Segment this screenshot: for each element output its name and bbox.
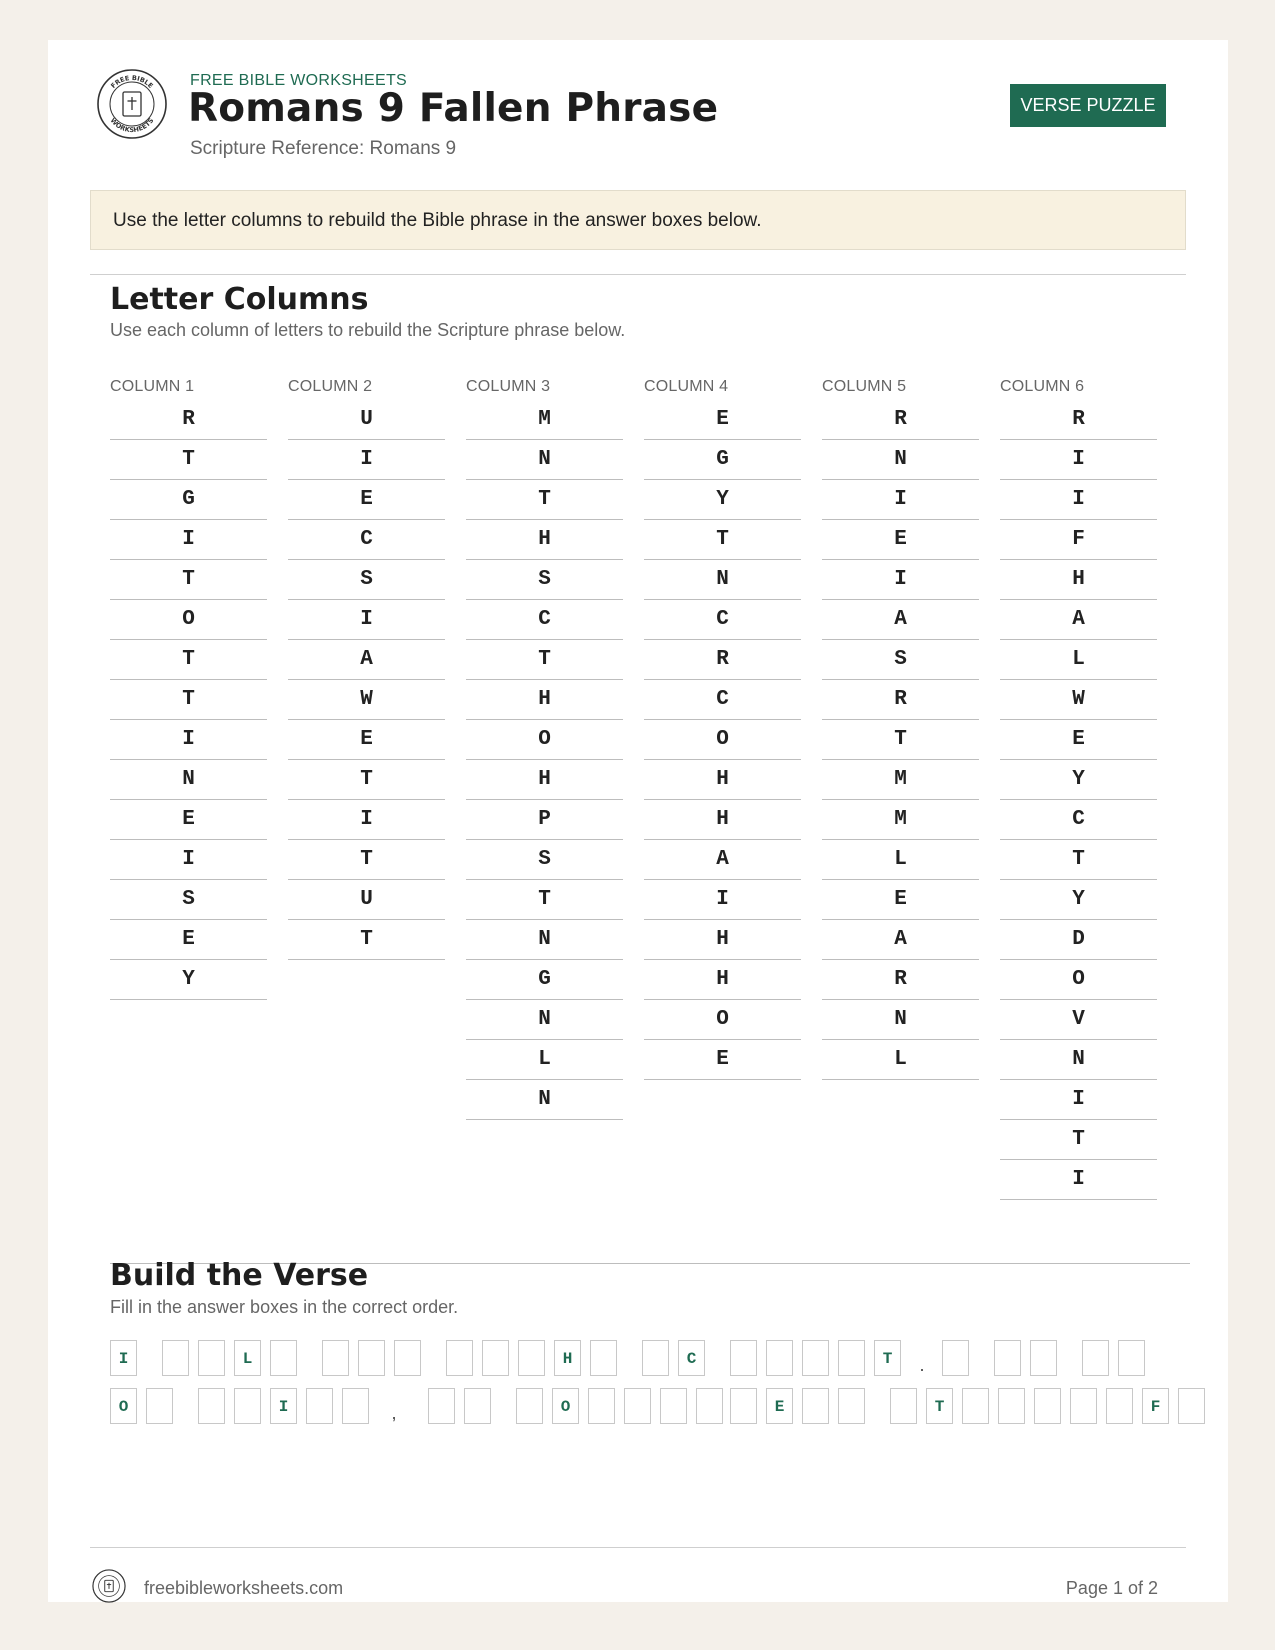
answer-box[interactable] [588, 1388, 615, 1424]
column-letter: S [822, 640, 979, 680]
column-letter: C [644, 600, 801, 640]
column-letter: N [466, 1080, 623, 1120]
column-letter: S [466, 840, 623, 880]
answer-row-2 [110, 1388, 1190, 1426]
column-letter: T [1000, 840, 1157, 880]
column-letter: H [466, 760, 623, 800]
answer-box[interactable]: C [678, 1340, 705, 1376]
column-letter: T [466, 480, 623, 520]
column-letter: U [288, 400, 445, 440]
answer-box[interactable] [270, 1340, 297, 1376]
answer-box[interactable] [234, 1388, 261, 1424]
answer-box[interactable] [998, 1388, 1025, 1424]
column-letter: E [822, 520, 979, 560]
answer-box[interactable] [1082, 1340, 1109, 1376]
scripture-reference: Scripture Reference: Romans 9 [190, 138, 457, 159]
column-letter: Y [1000, 880, 1157, 920]
answer-box[interactable] [660, 1388, 687, 1424]
answer-row-1 [110, 1340, 1190, 1378]
column-letter: E [644, 400, 801, 440]
column-letter: T [288, 760, 445, 800]
column-letter: P [466, 800, 623, 840]
answer-box[interactable] [994, 1340, 1021, 1376]
column-letter: S [288, 560, 445, 600]
column-letter: T [466, 880, 623, 920]
column-letter: L [822, 840, 979, 880]
column-letter: C [644, 680, 801, 720]
answer-box[interactable] [890, 1388, 917, 1424]
column-letter: N [644, 560, 801, 600]
answer-box[interactable]: H [554, 1340, 581, 1376]
answer-box[interactable]: T [874, 1340, 901, 1376]
answer-box[interactable] [146, 1388, 173, 1424]
column-letter: N [822, 1000, 979, 1040]
footer-site: freebibleworksheets.com [144, 1578, 344, 1598]
column-letter: A [1000, 600, 1157, 640]
column-letter: E [1000, 720, 1157, 760]
column-letter: S [466, 560, 623, 600]
letter-column [822, 378, 979, 1080]
worksheet-page [48, 40, 1228, 1602]
brand-label: FREE BIBLE WORKSHEETS [190, 72, 408, 89]
column-label: COLUMN 1 [110, 378, 195, 395]
answer-box[interactable] [1030, 1340, 1057, 1376]
column-letter: R [822, 960, 979, 1000]
answer-box[interactable] [518, 1340, 545, 1376]
column-letter: O [644, 1000, 801, 1040]
column-letter: E [110, 920, 267, 960]
answer-box[interactable]: L [234, 1340, 261, 1376]
answer-box[interactable]: I [270, 1388, 297, 1424]
column-label: COLUMN 5 [822, 378, 907, 395]
column-letter: C [1000, 800, 1157, 840]
answer-box[interactable] [730, 1388, 757, 1424]
instruction-box: Use the letter columns to rebuild the Bible phrase in the answer boxes below. [90, 190, 1186, 250]
column-letter: I [288, 600, 445, 640]
column-letter: I [822, 560, 979, 600]
column-letter: I [288, 440, 445, 480]
column-letter: I [1000, 1080, 1157, 1120]
column-letter: E [288, 480, 445, 520]
column-letter: M [822, 760, 979, 800]
column-label: COLUMN 4 [644, 378, 729, 395]
column-letter: I [644, 880, 801, 920]
column-letter: M [822, 800, 979, 840]
column-letter: O [466, 720, 623, 760]
answer-punctuation: . [919, 1355, 925, 1375]
answer-box[interactable] [306, 1388, 333, 1424]
logo-text-bottom: WORKSHEETS [108, 116, 156, 135]
column-letter: H [644, 760, 801, 800]
answer-box[interactable]: I [110, 1340, 137, 1376]
logo-icon [96, 68, 168, 140]
column-letter: N [466, 440, 623, 480]
letter-columns-grid [110, 378, 1170, 1198]
column-letter: A [822, 920, 979, 960]
column-letter: D [1000, 920, 1157, 960]
build-verse-subtitle: Fill in the answer boxes in the correct order. [110, 1297, 459, 1317]
letter-column [644, 378, 801, 1080]
page-title: Romans 9 Fallen Phrase [188, 86, 719, 131]
column-label: COLUMN 2 [288, 378, 373, 395]
column-letter: T [110, 680, 267, 720]
column-letter: O [1000, 960, 1157, 1000]
column-letter: I [288, 800, 445, 840]
column-letter: A [822, 600, 979, 640]
column-letter: O [110, 600, 267, 640]
column-letter: G [644, 440, 801, 480]
column-letter: E [288, 720, 445, 760]
column-letter: A [644, 840, 801, 880]
answer-box[interactable] [838, 1340, 865, 1376]
footer-divider [90, 1547, 1186, 1548]
column-letter: T [288, 920, 445, 960]
answer-box[interactable] [482, 1340, 509, 1376]
letter-column [110, 378, 267, 1000]
column-letter: H [466, 680, 623, 720]
column-letter: H [466, 520, 623, 560]
page-number: Page 1 of 2 [1065, 1578, 1158, 1598]
column-letter: I [110, 720, 267, 760]
column-letter: G [110, 480, 267, 520]
column-label: COLUMN 6 [1000, 378, 1085, 395]
column-letter: F [1000, 520, 1157, 560]
column-letter: G [466, 960, 623, 1000]
letter-column [466, 378, 623, 1120]
column-letter: T [110, 440, 267, 480]
answer-box[interactable] [590, 1340, 617, 1376]
column-letter: O [644, 720, 801, 760]
column-letter: I [822, 480, 979, 520]
divider [90, 274, 1186, 275]
answer-box[interactable] [394, 1340, 421, 1376]
column-letter: R [1000, 400, 1157, 440]
logo-text-top: FREE BIBLE [109, 73, 155, 90]
answer-box[interactable] [198, 1340, 225, 1376]
column-letter: N [822, 440, 979, 480]
answer-box[interactable] [838, 1388, 865, 1424]
column-letter: I [1000, 1160, 1157, 1200]
column-letter: N [110, 760, 267, 800]
column-letter: R [110, 400, 267, 440]
column-letter: H [644, 960, 801, 1000]
column-letter: I [1000, 440, 1157, 480]
answer-box[interactable] [1070, 1388, 1097, 1424]
column-letter: R [822, 680, 979, 720]
column-letter: E [822, 880, 979, 920]
footer-logo-icon [92, 1569, 126, 1603]
column-letter: C [466, 600, 623, 640]
column-letter: Y [644, 480, 801, 520]
answer-box[interactable] [1106, 1388, 1133, 1424]
answer-box[interactable] [730, 1340, 757, 1376]
letter-column [288, 378, 445, 960]
answer-box[interactable] [1118, 1340, 1145, 1376]
answer-box[interactable] [962, 1388, 989, 1424]
answer-box[interactable] [942, 1340, 969, 1376]
column-letter: T [1000, 1120, 1157, 1160]
column-letter: H [644, 800, 801, 840]
column-letter: N [466, 920, 623, 960]
answer-box[interactable] [624, 1388, 651, 1424]
answer-box[interactable] [802, 1340, 829, 1376]
answer-box[interactable] [642, 1340, 669, 1376]
answer-box[interactable]: E [766, 1388, 793, 1424]
column-letter: W [1000, 680, 1157, 720]
column-letter: T [466, 640, 623, 680]
column-letter: W [288, 680, 445, 720]
column-letter: R [644, 640, 801, 680]
answer-box[interactable] [516, 1388, 543, 1424]
column-letter: T [110, 560, 267, 600]
answer-box[interactable] [464, 1388, 491, 1424]
answer-box[interactable] [358, 1340, 385, 1376]
answer-box[interactable]: O [110, 1388, 137, 1424]
column-letter: E [644, 1040, 801, 1080]
column-letter: M [466, 400, 623, 440]
answer-box[interactable] [198, 1388, 225, 1424]
answer-box[interactable] [446, 1340, 473, 1376]
answer-box[interactable] [428, 1388, 455, 1424]
column-letter: T [110, 640, 267, 680]
answer-box[interactable] [1034, 1388, 1061, 1424]
column-letter: T [822, 720, 979, 760]
letter-columns-title: Letter Columns [110, 282, 369, 317]
column-letter: R [822, 400, 979, 440]
column-letter: V [1000, 1000, 1157, 1040]
column-letter: H [1000, 560, 1157, 600]
column-letter: I [110, 840, 267, 880]
answer-box[interactable] [1178, 1388, 1205, 1424]
letter-columns-subtitle: Use each column of letters to rebuild the Scripture phrase below. [110, 320, 626, 340]
answer-box[interactable] [342, 1388, 369, 1424]
column-letter: T [644, 520, 801, 560]
column-letter: S [110, 880, 267, 920]
column-letter: Y [110, 960, 267, 1000]
verse-puzzle-badge: VERSE PUZZLE [1010, 84, 1166, 127]
answer-box[interactable] [322, 1340, 349, 1376]
column-letter: U [288, 880, 445, 920]
answer-box[interactable]: O [552, 1388, 579, 1424]
column-letter: L [1000, 640, 1157, 680]
column-letter: I [110, 520, 267, 560]
column-letter: I [1000, 480, 1157, 520]
answer-box[interactable] [696, 1388, 723, 1424]
answer-box[interactable] [802, 1388, 829, 1424]
column-letter: H [644, 920, 801, 960]
column-letter: L [822, 1040, 979, 1080]
column-letter: Y [1000, 760, 1157, 800]
answer-box[interactable] [162, 1340, 189, 1376]
answer-box[interactable]: F [1142, 1388, 1169, 1424]
answer-punctuation: , [391, 1403, 397, 1423]
build-verse-title: Build the Verse [110, 1258, 369, 1293]
column-letter: L [466, 1040, 623, 1080]
answer-box[interactable] [766, 1340, 793, 1376]
column-letter: N [1000, 1040, 1157, 1080]
answer-box[interactable]: T [926, 1388, 953, 1424]
column-letter: A [288, 640, 445, 680]
column-letter: T [288, 840, 445, 880]
column-letter: E [110, 800, 267, 840]
column-letter: C [288, 520, 445, 560]
column-label: COLUMN 3 [466, 378, 551, 395]
column-letter: N [466, 1000, 623, 1040]
letter-column [1000, 378, 1157, 1200]
